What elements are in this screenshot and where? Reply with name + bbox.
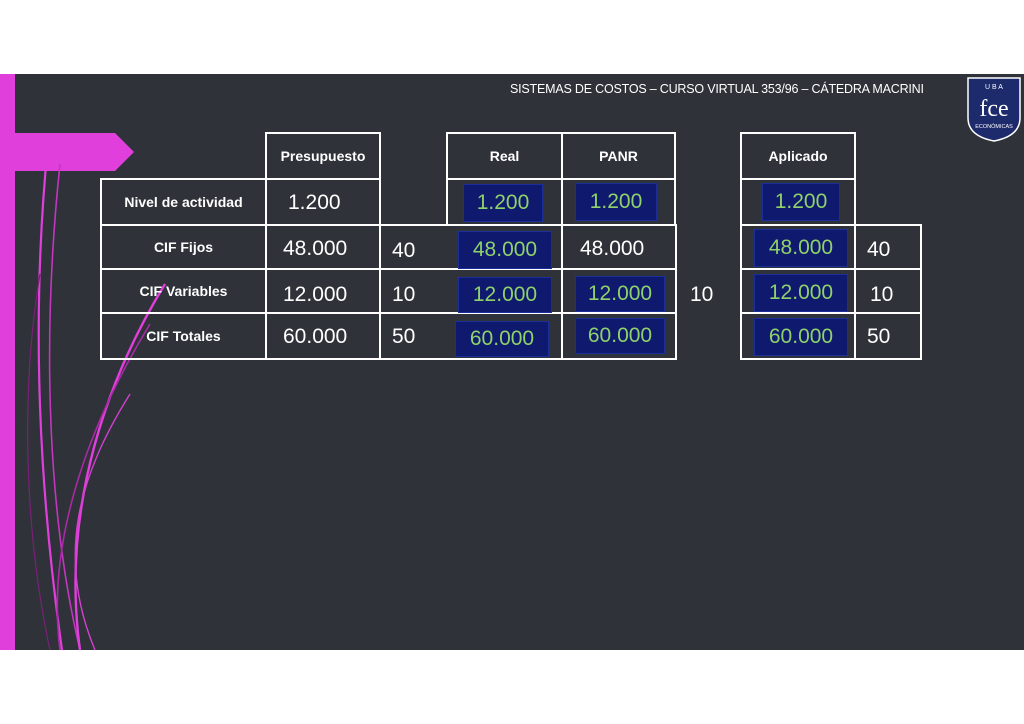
panr-cif-totales: 60.000: [575, 318, 665, 354]
col-header-real: Real: [446, 132, 563, 180]
aplicado-cif-fijos: 48.000: [754, 229, 848, 267]
swoosh-line: [75, 394, 130, 650]
fce-logo: [966, 76, 1022, 142]
panr-cif-variables: 12.000: [575, 276, 665, 312]
accent-arrow: [0, 133, 134, 171]
row-label-cif-fijos: CIF Fijos: [100, 224, 267, 270]
logo-top-text: U B A: [985, 84, 1003, 91]
logo-text: fce: [979, 96, 1009, 122]
presupuesto-cif-variables: 12.000: [283, 283, 348, 306]
panr-cif-fijos: 48.000: [580, 237, 645, 260]
aplicado-side-variables: 10: [870, 283, 894, 306]
aplicado-cif-variables: 12.000: [754, 274, 848, 312]
presupuesto-cif-fijos: 48.000: [283, 237, 348, 260]
presupuesto-side-fijos: 40: [392, 239, 416, 262]
presupuesto-nivel: 1.200: [288, 191, 341, 214]
row-label-nivel: Nivel de actividad: [100, 178, 267, 226]
col-header-aplicado: Aplicado: [740, 132, 856, 180]
row-label-cif-totales: CIF Totales: [100, 312, 267, 360]
panr-nivel: 1.200: [575, 183, 657, 221]
col-header-presupuesto: Presupuesto: [265, 132, 381, 180]
aplicado-nivel: 1.200: [762, 183, 840, 221]
aplicado-side-fijos: 40: [867, 238, 891, 261]
panr-side-variables: 10: [690, 283, 714, 306]
real-cif-totales: 60.000: [455, 321, 549, 357]
col-header-panr: PANR: [561, 132, 676, 180]
aplicado-cif-totales: 60.000: [754, 318, 848, 356]
decorative-swooshes: [0, 74, 200, 650]
logo-subtitle: ECONÓMICAS: [975, 124, 1013, 130]
swoosh-line: [57, 324, 150, 650]
slide: [0, 74, 1024, 650]
real-cif-variables: 12.000: [458, 277, 552, 313]
real-cif-fijos: 48.000: [458, 231, 552, 269]
slide-header: SISTEMAS DE COSTOS – CURSO VIRTUAL 353/96 – CÁTEDRA MACRINI: [510, 82, 924, 96]
row-label-cif-variables: CIF Variables: [100, 268, 267, 314]
presupuesto-side-totales: 50: [392, 325, 416, 348]
presupuesto-cif-totales: 60.000: [283, 325, 348, 348]
aplicado-side-totales: 50: [867, 325, 891, 348]
presupuesto-side-variables: 10: [392, 283, 416, 306]
real-nivel: 1.200: [463, 184, 543, 222]
